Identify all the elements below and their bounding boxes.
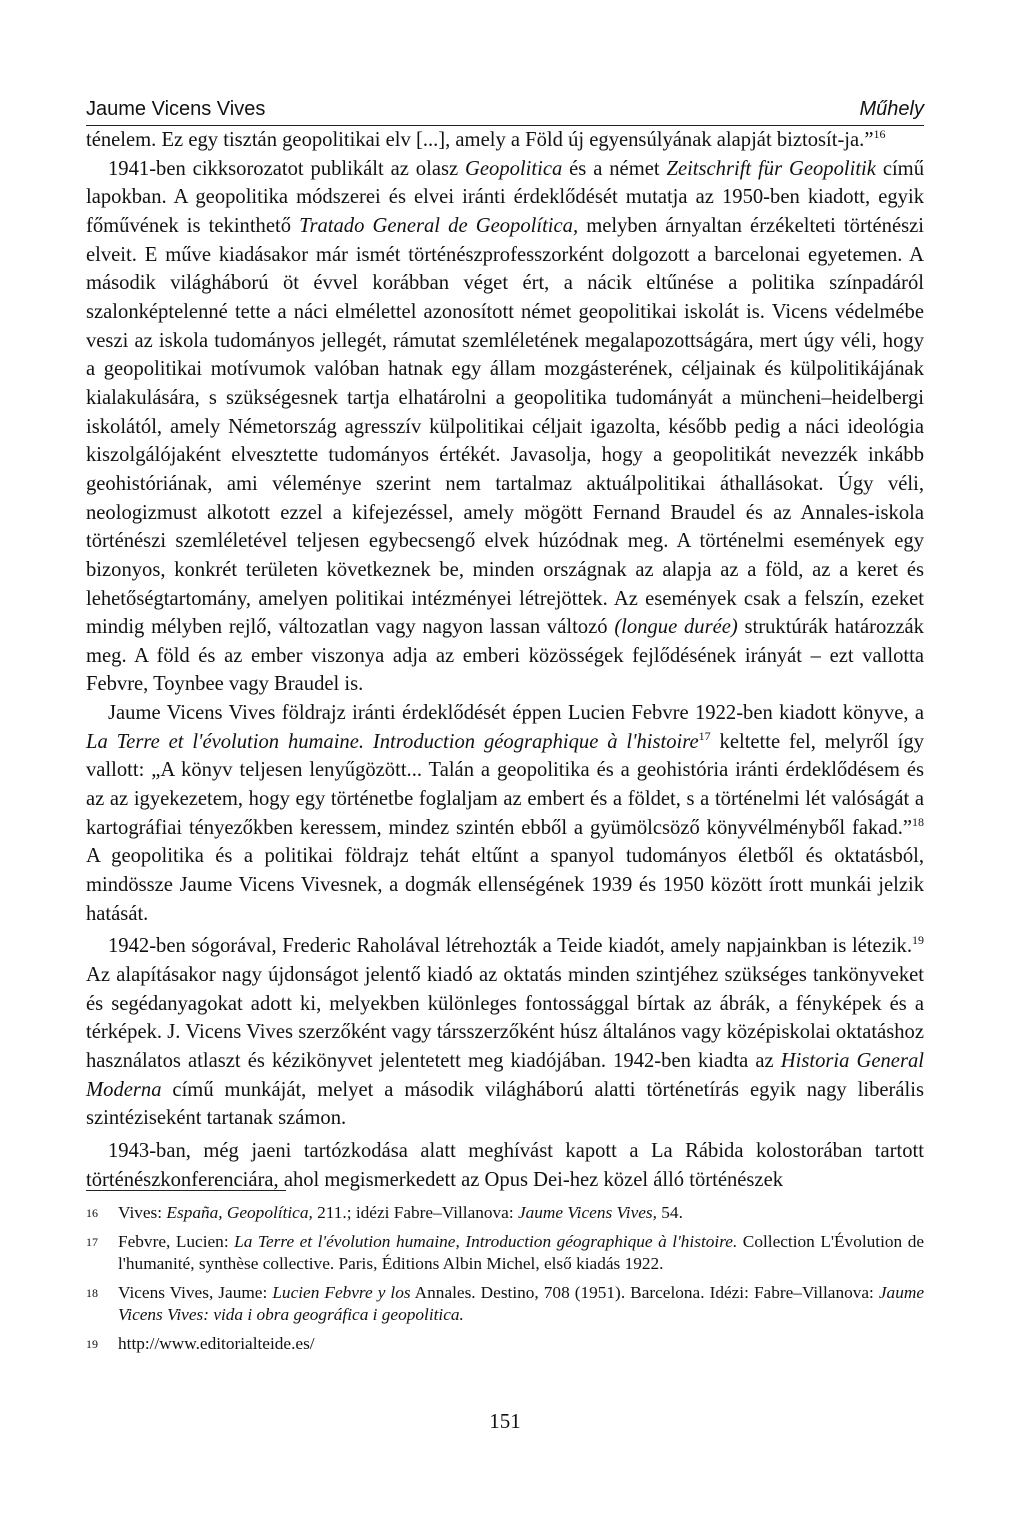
- fn17-b: Collection L'Évolution de l'humanité, synthèse collective. Paris, Éditions Albin Michel, első kiadás 1922.: [118, 1231, 925, 1273]
- fn19-url: http://www.editorialteide.es/: [118, 1333, 315, 1353]
- paragraph-1-text: ténelem. Ez egy tisztán geopolitikai elv [...], amely a Föld új egyensúlyának alapját biztosít-ja.”: [86, 129, 874, 151]
- p3-text-a: Jaume Vicens Vives földrajz iránti érdeklődését éppen Lucien Febvre 1922-ben kiadott könyve, a: [108, 702, 924, 725]
- footnote-17: [86, 1231, 924, 1276]
- running-head-section: Műhely: [859, 98, 924, 120]
- fn16-a: Vives:: [118, 1203, 167, 1222]
- p2-text-d: melyben árnyaltan érzékelteti történészi elveit. E műve kiadásakor már ismét történészprofesszorként dolgozott a barcelonai egyetemen. A második világháború öt évvel korábban véget ért, a nácik eltűnése a politika színpadáról szalonképtelenné tette a náci elmélettel azonosított német geopolitikai iskolát is. Vicens védelmébe veszi az iskola tudományos jellegét, rámutat szemléletének megalapozottságára, mert úgy véli, hogy a geopolitikai motívumok valóban hatnak egy állam mozgásterének, céljainak és külpolitikájának kialakulására, s szükségesnek tartja elhatárolni a geopolitika tudományát a müncheni–heidelbergi iskolától, amely Németország agresszív külpolitikai céljait igazolta, később pedig a náci ideológia kiszolgálójaként elvesztette tudományos értékét. Javasolja, hogy a geopolitikát nevezzék inkább geohistóriának, ami véleménye szerint nem tartalmaz aktuálpolitikai áthallásokat. Úgy véli, neologizmust alkotott ezzel a kifejezéssel, amely mögött Fernand Braudel és az Annales-iskola történészi szemléletével teljesen egybecsengő elvek húzódnak meg. A történelmi események egy bizonyos, konkrét területen következnek be, minden országnak az alapja az a föld, az a keret és lehetőségtartomány, amelyen politikai intézményei létrejöttek. Az események csak a felszín, ezeket mindig mélyben rejlő, változatlan vagy nagyon lassan változó: [86, 214, 924, 639]
- p3-text-b: keltette fel, melyről így vallott: „A könyv teljesen lenyűgözött... Talán a geopolitika és a geohistória iránti érdeklődésem és az az igyekezetem, hogy egy történetbe foglaljam az embert és a földet, s a történelmi lét valóságát a kartográfiai tényezőkben keressem, mindez szintén ebből a gyümölcsöző könyvélményből fakad.”: [86, 730, 924, 839]
- footnote-rule: [86, 1190, 286, 1191]
- footnote-text: [118, 1333, 924, 1356]
- paragraph-1: [86, 126, 924, 155]
- footnote-19: [86, 1333, 924, 1356]
- fn16-italic-2: Jaume Vicens Vives,: [517, 1203, 657, 1222]
- paragraph-4: [86, 932, 924, 1133]
- fn17-a: Febvre, Lucien:: [118, 1231, 235, 1251]
- footnote-ref-16: 16: [873, 127, 886, 142]
- p3-text-c: A geopolitika és a politikai földrajz tehát eltűnt a spanyol tudományos életből és oktatásból, mindössze Jaume Vicens Vivesnek, a dogmák ellenségének 1939 és 1950 között írott munkái jelzik hatását.: [86, 845, 924, 925]
- p2-italic-tratado: Tratado General de Geopolítica,: [299, 214, 579, 237]
- p2-italic-geopolitica: Geopolitica: [465, 157, 563, 180]
- paragraph-5: 1943-ban, még jaeni tartózkodása alatt meghívást kapott a La Rábida kolostorában tartott történészkonferenciára, ahol megismerkedett az Opus Dei-hez közel álló történészek: [86, 1139, 924, 1191]
- fn17-italic-1: La Terre et l'évolution humaine, Introduction géographique à l'histoire.: [234, 1231, 738, 1251]
- footnote-text: [118, 1282, 924, 1327]
- fn16-b: 211.; idézi Fabre–Villanova:: [312, 1203, 518, 1222]
- footnote-18: [86, 1282, 924, 1327]
- footnotes: [86, 1202, 924, 1361]
- p2-italic-longue-duree: (longue durée): [614, 616, 738, 639]
- p4-text-b: Az alapításakor nagy újdonságot jelentő kiadó az oktatás minden szintjéhez szükséges tankönyveket és segédanyagokat adott ki, melyekben különleges fontossággal bírtak az ábrák, a fényképek és a térképek. J. Vicens Vives szerzőként vagy társszerzőként húsz általános vagy középiskolai oktatáshoz használatos atlaszt és kézikönyvet jelentetett meg kiadójában. 1942-ben kiadta az: [86, 964, 924, 1072]
- p3-italic-la-terre: La Terre et l'évolution humaine. Introduction géographique à l'histoire: [86, 730, 699, 753]
- footnote-number: 16: [86, 1206, 98, 1220]
- footnote-ref-19: 19: [912, 933, 924, 948]
- fn16-italic-1: España, Geopolítica,: [166, 1203, 313, 1222]
- p2-text-e: struktúrák határozzák meg. A föld és az ember viszonya adja az emberi közösségek fejlődésének irányát – ezt vallotta Febvre, Toynbee vagy Braudel is.: [86, 616, 924, 696]
- p4-text-a: 1942-ben sógorával, Frederic Raholával létrehozták a Teide kiadót, amely napjainkban is létezik.: [108, 935, 912, 958]
- paragraph-2: [86, 155, 924, 699]
- fn18-italic-2: Jaume Vicens Vives: vida i obra geográfica i geopolitica.: [118, 1282, 924, 1324]
- footnote-text: [118, 1231, 924, 1276]
- book-page: [86, 0, 924, 1530]
- footnote-ref-17: 17: [698, 728, 711, 743]
- footnote-text: [118, 1202, 924, 1225]
- p4-italic-historia: Historia General Moderna: [86, 1050, 924, 1101]
- p2-text-a: 1941-ben cikksorozatot publikált az olasz: [108, 157, 466, 180]
- page-number: 151: [489, 1409, 521, 1433]
- fn16-c: 54.: [656, 1203, 683, 1222]
- running-head-author: Jaume Vicens Vives: [86, 98, 266, 120]
- p4-text-c: című munkáját, melyet a második világháború alatti történetírás egyik nagy liberális szintéziseként tartanak számon.: [86, 1078, 924, 1130]
- body-text: [86, 126, 924, 1194]
- fn18-b: Annales. Destino, 708 (1951). Barcelona. Idézi: Fabre–Villanova:: [410, 1282, 879, 1302]
- p2-text-c: című lapokban. A geopolitika módszerei és elvei iránti érdeklődését mutatja az 1950-ben kiadott, egyik főművének is tekinthető: [86, 157, 924, 237]
- footnote-number: 19: [86, 1336, 98, 1351]
- paragraph-3: [86, 699, 924, 928]
- fn18-a: Vicens Vives, Jaume:: [118, 1282, 273, 1302]
- footnote-ref-18: 18: [912, 814, 924, 829]
- fn18-italic-1: Lucien Febvre y los: [272, 1282, 411, 1302]
- running-head: [86, 86, 924, 126]
- footnote-number: 18: [86, 1285, 98, 1300]
- footnote-16: [86, 1202, 924, 1225]
- p2-text-b: és a német: [562, 157, 667, 180]
- p2-italic-zeitschrift: Zeitschrift für Geopolitik: [666, 157, 876, 180]
- footnote-number: 17: [86, 1234, 98, 1249]
